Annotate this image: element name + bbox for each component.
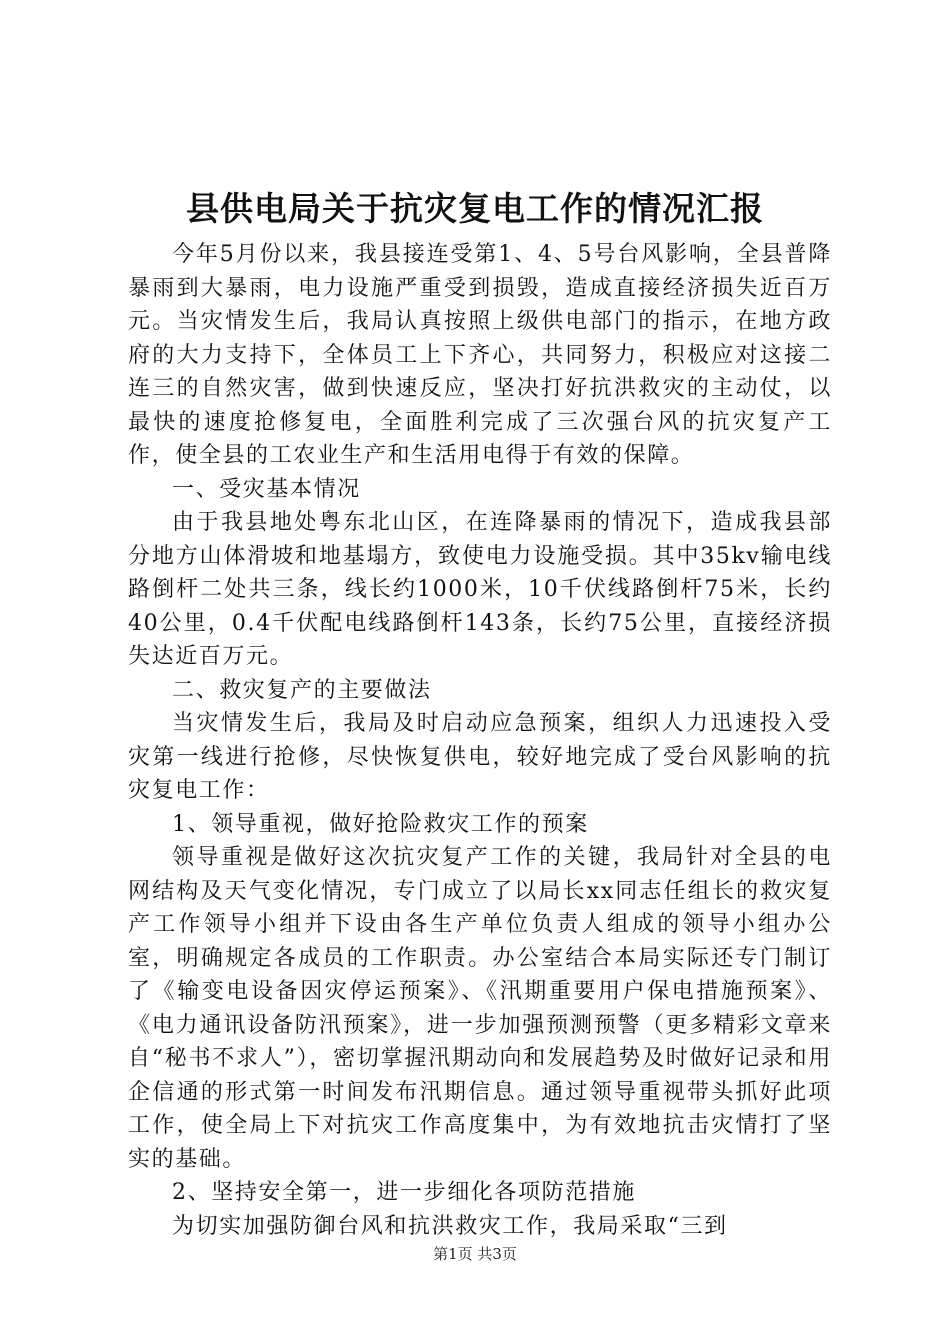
- document-title: 县供电局关于抗灾复电工作的情况汇报: [186, 189, 764, 228]
- paragraph-safety: 为切实加强防御台风和抗洪救灾工作，我局采取“三到: [172, 1213, 728, 1239]
- paragraph-response: 当灾情发生后，我局及时启动应急预案，组织人力迅速投入受灾第一线进行抢修，尽快恢复供电，较好地完成了受台风影响的抗灾复电工作：: [128, 711, 832, 803]
- subsection-heading-1: 1、领导重视，做好抢险救灾工作的预案: [172, 811, 589, 837]
- subsection-heading-2: 2、坚持安全第一，进一步细化各项防范措施: [172, 1180, 636, 1205]
- paragraph-intro: 今年5月份以来，我县接连受第1、4、5号台风影响，全县普降暴雨到大暴雨，电力设施严重受到损毁，造成直接经济损失近百万元。当灾情发生后，我局认真按照上级供电部门的指示，在地方政府的大力支持下，全体员工上下齐心，共同努力，积极应对这接二连三的自然灾害，做到快速反应，坚决打好抗洪救灾的主动仗，以最快的速度抢修复电，全面胜利完成了三次强台风的抗灾复产工作，使全县的工农业生产和生活用电得于有效的保障。: [128, 242, 832, 468]
- document-body: [128, 238, 832, 1243]
- paragraph-leadership: 领导重视是做好这次抗灾复产工作的关键，我局针对全县的电网结构及天气变化情况，专门成立了以局长xx同志任组长的救灾复产工作领导小组并下设由各生产单位负责人组成的领导小组办公室，明确规定各成员的工作职责。办公室结合本局实际还专门制订了《输变电设备因灾停运预案》、《汛期重要用户保电措施预案》、《电力通讯设备防汛预案》，进一步加强预测预警（更多精彩文章来自“秘书不求人”），密切掌握汛期动向和发展趋势及时做好记录和用企信通的形式第一时间发布汛期信息。通过领导重视带头抓好此项工作，使全局上下对抗灾工作高度集中，为有效地抗击灾情打了坚实的基础。: [128, 845, 832, 1172]
- section-heading-1: 一、受灾基本情况: [172, 476, 361, 502]
- section-heading-2: 二、救灾复产的主要做法: [172, 677, 432, 703]
- page-number-footer: 第1页 共3页: [433, 1245, 517, 1263]
- paragraph-damage: 由于我县地处粤东北山区，在连降暴雨的情况下，造成我县部分地方山体滑坡和地基塌方，致使电力设施受损。其中35kv输电线路倒杆二处共三条，线长约1000米，10千伏线路倒杆75米，长约40公里，0.4千伏配电线路倒杆143条，长约75公里，直接经济损失达近百万元。: [128, 510, 832, 669]
